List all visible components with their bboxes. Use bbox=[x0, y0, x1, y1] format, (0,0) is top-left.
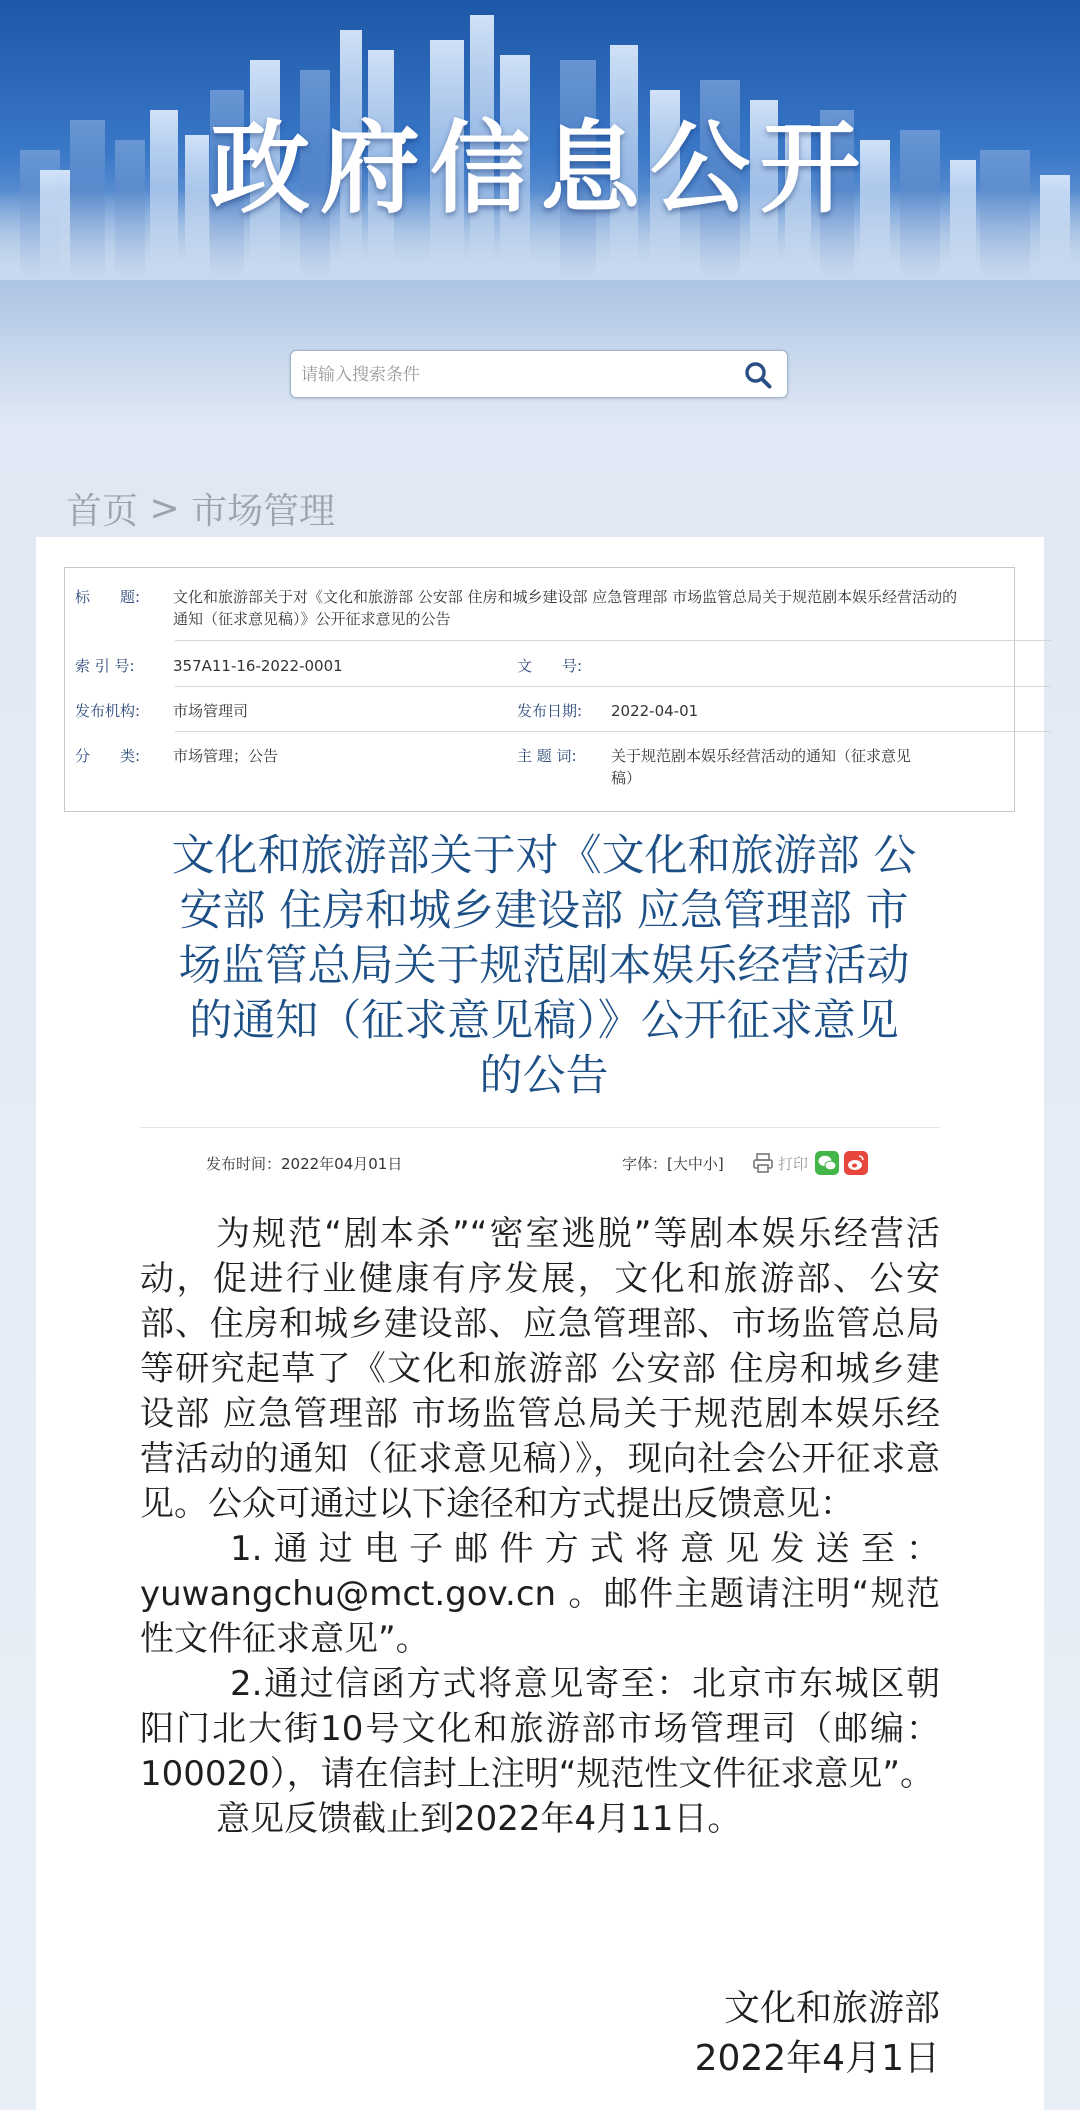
signature-date: 2022年4月1日 bbox=[694, 2038, 940, 2079]
font-size-switcher[interactable]: 字体：[大中小] bbox=[622, 1155, 724, 1173]
meta-divider bbox=[175, 731, 1051, 732]
weibo-share-icon[interactable] bbox=[844, 1151, 868, 1175]
breadcrumb-current[interactable]: 市场管理 bbox=[191, 491, 336, 532]
breadcrumb bbox=[66, 483, 335, 534]
meta-divider bbox=[175, 640, 1051, 641]
meta-pubdate-value: 2022-04-01 bbox=[611, 702, 699, 720]
meta-divider bbox=[175, 686, 1051, 687]
document-title-line: 安部 住房和城乡建设部 应急管理部 市 bbox=[179, 886, 909, 936]
meta-index-label: 索 引 号: bbox=[75, 657, 135, 675]
body-item-email: 1.通过电子邮件方式将意见发送至：yuwangchu@mct.gov.cn 。邮件主题请注明“规范性文件征求意见”。 bbox=[140, 1529, 940, 1659]
document-title bbox=[134, 829, 954, 1104]
meta-subject-label: 主 题 词: bbox=[517, 747, 577, 765]
body-deadline: 意见反馈截止到2022年4月11日。 bbox=[216, 1799, 742, 1839]
meta-title-label: 标 题: bbox=[75, 588, 141, 606]
metadata-table bbox=[64, 567, 1015, 812]
printer-icon[interactable] bbox=[751, 1151, 775, 1175]
publish-time: 发布时间：2022年04月01日 bbox=[206, 1155, 403, 1173]
document-title-line: 的通知（征求意见稿）》公开征求意见 bbox=[189, 996, 899, 1046]
search-icon[interactable] bbox=[743, 360, 773, 390]
meta-title-line2: 通知（征求意见稿）》公开征求意见的公告 bbox=[173, 610, 451, 628]
search-input[interactable] bbox=[299, 357, 723, 393]
meta-subject-line2: 稿） bbox=[611, 769, 642, 787]
banner-title: 政府信息公开 bbox=[210, 110, 870, 227]
meta-index-value: 357A11-16-2022-0001 bbox=[173, 657, 343, 675]
meta-subject-line1: 关于规范剧本娱乐经营活动的通知（征求意见 bbox=[611, 747, 912, 765]
info-bar bbox=[36, 1148, 1044, 1178]
document-title-line: 的公告 bbox=[479, 1051, 609, 1101]
meta-category-label: 分 类: bbox=[75, 747, 141, 765]
banner bbox=[0, 0, 1080, 280]
breadcrumb-separator: > bbox=[149, 488, 180, 529]
meta-org-label: 发布机构: bbox=[75, 702, 141, 720]
meta-title-line1: 文化和旅游部关于对《文化和旅游部 公安部 住房和城乡建设部 应急管理部 市场监管总局关于规范剧本娱乐经营活动的 bbox=[173, 588, 958, 606]
document-title-line: 文化和旅游部关于对《文化和旅游部 公 bbox=[171, 831, 917, 881]
breadcrumb-home-link[interactable]: 首页 bbox=[66, 491, 139, 532]
document-title-line: 场监管总局关于规范剧本娱乐经营活动 bbox=[178, 941, 910, 991]
meta-subject-value bbox=[611, 745, 941, 789]
meta-category-value: 市场管理；公告 bbox=[173, 747, 279, 765]
meta-docno-label: 文 号: bbox=[517, 657, 583, 675]
wechat-share-icon[interactable] bbox=[815, 1151, 839, 1175]
document-body bbox=[140, 1212, 940, 1842]
title-divider bbox=[140, 1127, 940, 1128]
meta-pubdate-label: 发布日期: bbox=[517, 702, 583, 720]
meta-title-value bbox=[173, 586, 1003, 630]
signature-org: 文化和旅游部 bbox=[723, 1988, 940, 2029]
meta-org-value: 市场管理司 bbox=[173, 702, 249, 720]
signature-block bbox=[140, 1984, 940, 2084]
search-box bbox=[290, 350, 788, 398]
body-item-mail: 2.通过信函方式将意见寄至：北京市东城区朝阳门北大街10号文化和旅游部市场管理司（邮编：100020），请在信封上注明“规范性文件征求意见”。 bbox=[140, 1664, 940, 1794]
body-paragraph: 为规范“剧本杀”“密室逃脱”等剧本娱乐经营活动，促进行业健康有序发展，文化和旅游部、公安部、住房和城乡建设部、应急管理部、市场监管总局等研究起草了《文化和旅游部 公安部 住房和城乡建设部 应急管理部 市场监管总局关于规范剧本娱乐经营活动的通知（征求意见稿）》，现向社会公开征求意见。公众可通过以下途径和方式提出反馈意见： bbox=[140, 1214, 940, 1524]
print-button[interactable]: 打印 bbox=[778, 1155, 809, 1173]
content-panel bbox=[36, 537, 1044, 2110]
